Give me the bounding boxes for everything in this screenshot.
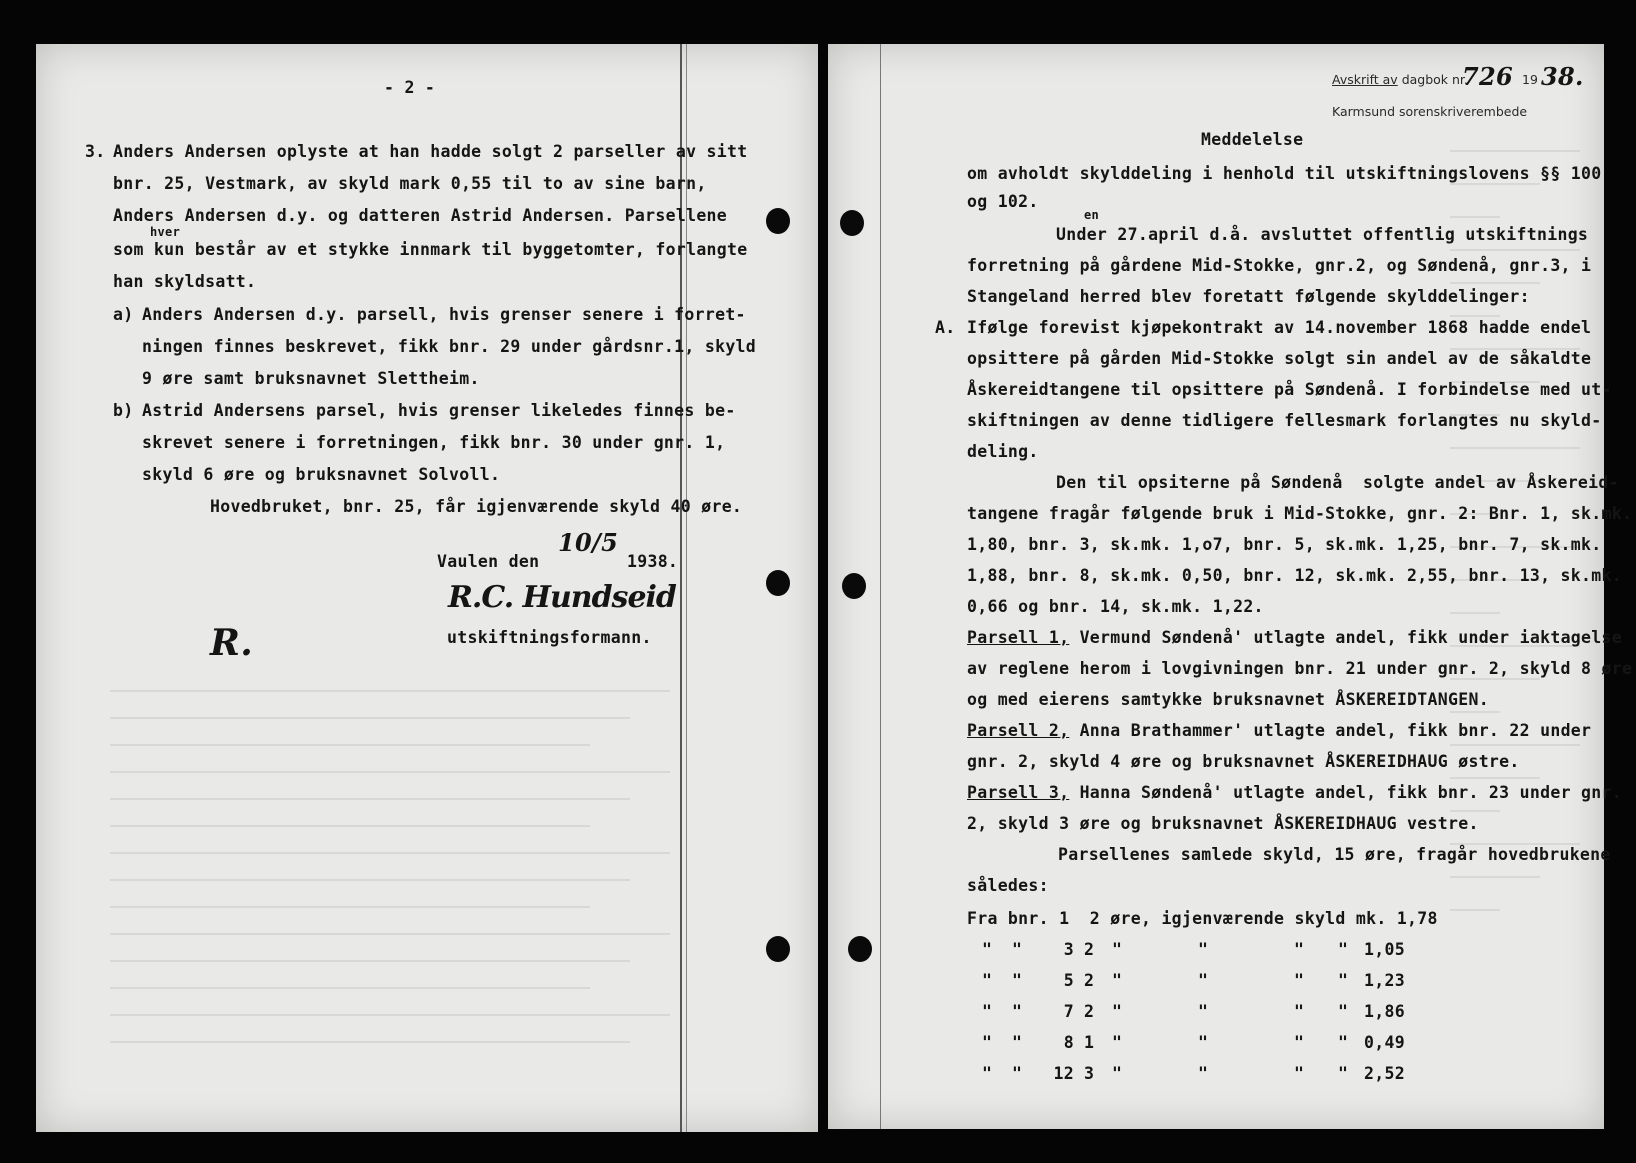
bleed-through-line: [1450, 315, 1500, 317]
bleed-through-line: [110, 852, 670, 854]
signature: R.C. Hundseid: [448, 580, 676, 615]
total-line: Parsellenes samlede skyld, 15 øre, fragår hovedbrukene: [1058, 845, 1611, 864]
ditto-mark: ": [982, 1064, 993, 1083]
deduction-header-row: Fra bnr. 1 2 øre, igjenværende skyld mk. 1,78: [967, 909, 1438, 928]
page-margin-line: [880, 44, 881, 1129]
journal-number: 726: [1462, 62, 1513, 91]
deduction-cell-remaining: 2,52: [1364, 1064, 1405, 1083]
ditto-mark: ": [1012, 1064, 1023, 1083]
paragraph-line: bnr. 25, Vestmark, av skyld mark 0,55 til to av sine barn,: [113, 174, 707, 193]
paragraph-line: Anders Andersen oplyste at han hadde solgt 2 parseller av sitt: [113, 142, 748, 161]
deduction-cell-remaining: 1,05: [1364, 940, 1405, 959]
deduction-cell-ore: 2: [1084, 1002, 1095, 1021]
handwritten-insert: en: [1084, 208, 1100, 222]
notice-heading: Meddelelse: [1201, 130, 1304, 149]
deduction-cell-ore: 2: [1084, 971, 1095, 990]
intro-line: og 102.: [967, 192, 1039, 211]
punch-hole: [766, 208, 790, 234]
ditto-mark: ": [982, 1002, 993, 1021]
section-a-line: skiftningen av denne tidligere fellesmark forlangtes nu skyld-: [967, 411, 1602, 430]
bleed-through-line: [110, 906, 590, 908]
ditto-mark: ": [1294, 971, 1305, 990]
ditto-mark: ": [1198, 1002, 1209, 1021]
parcel-line: [967, 628, 1622, 647]
main-farm-line: Hovedbruket, bnr. 25, får igjenværende skyld 40 øre.: [210, 497, 743, 516]
bleed-through-line: [110, 960, 630, 962]
bleed-through-line: [110, 744, 590, 746]
ditto-mark: ": [1012, 1002, 1023, 1021]
intro-line: om avholdt skylddeling i henhold til utskiftningslovens §§ 100: [967, 164, 1602, 183]
bleed-through-line: [110, 690, 670, 692]
parcel-label: Parsell 3,: [967, 783, 1070, 802]
item-a-line: 9 øre samt bruksnavnet Slettheim.: [142, 369, 480, 388]
deduction-cell-bnr: 8: [1063, 1033, 1074, 1052]
item-b-label: b): [113, 401, 134, 420]
item-b-line: skyld 6 øre og bruksnavnet Solvoll.: [142, 465, 501, 484]
ditto-mark: ": [1012, 1033, 1023, 1052]
bleed-through-line: [1450, 282, 1540, 284]
page-number: - 2 -: [384, 78, 436, 97]
punch-hole: [766, 570, 790, 596]
sold-share-line: 1,80, bnr. 3, sk.mk. 1,o7, bnr. 5, sk.mk. 1,25, bnr. 7, sk.mk.: [967, 535, 1602, 554]
bleed-through-line: [1450, 810, 1500, 812]
bleed-through-line: [1450, 678, 1540, 680]
ditto-mark: ": [1198, 1064, 1209, 1083]
section-a-line: deling.: [967, 442, 1039, 461]
parcel-label: Parsell 1,: [967, 628, 1070, 647]
total-line: således:: [967, 876, 1049, 895]
year: 1938.: [627, 552, 679, 571]
stamp-mid: dagbok nr.: [1401, 72, 1468, 87]
ditto-mark: ": [1338, 1064, 1349, 1083]
journal-year: 38.: [1541, 62, 1584, 91]
deduction-cell-ore: 3: [1084, 1064, 1095, 1083]
stamp-year-prefix: 19: [1522, 72, 1538, 87]
ditto-mark: ": [1012, 971, 1023, 990]
ditto-mark: ": [1294, 1033, 1305, 1052]
bleed-through-line: [1450, 711, 1500, 713]
deduction-cell-bnr: 5: [1063, 971, 1074, 990]
punch-hole: [848, 936, 872, 962]
ditto-mark: ": [1294, 1002, 1305, 1021]
parcel-line: av reglene herom i lovgivningen bnr. 21 under gnr. 2, skyld 8 øre: [967, 659, 1633, 678]
sold-share-line: Den til opsiterne på Søndenå solgte andel av Åskereid-: [1056, 473, 1619, 492]
ditto-mark: ": [982, 971, 993, 990]
bleed-through-line: [110, 1041, 630, 1043]
bleed-through-line: [110, 1014, 670, 1016]
parcel-line: [967, 783, 1622, 802]
ditto-mark: ": [1112, 1064, 1123, 1083]
bleed-through-line: [110, 933, 670, 935]
bleed-through-line: [1450, 777, 1540, 779]
parcel-line: 2, skyld 3 øre og bruksnavnet ÅSKEREIDHAUG vestre.: [967, 814, 1479, 833]
punch-hole: [840, 210, 864, 236]
section-a-line: Ifølge forevist kjøpekontrakt av 14.november 1868 hadde endel: [967, 318, 1592, 337]
ditto-mark: ": [1338, 940, 1349, 959]
signature-title: utskiftningsformann.: [447, 628, 652, 647]
stamp-prefix: Avskrift av: [1332, 72, 1398, 87]
deduction-cell-ore: 1: [1084, 1033, 1095, 1052]
registry-stamp-line2: Karmsund sorenskriverembede: [1332, 104, 1528, 119]
ditto-mark: ": [1338, 1033, 1349, 1052]
ditto-mark: ": [1112, 1002, 1123, 1021]
ditto-mark: ": [1198, 940, 1209, 959]
deduction-cell-bnr: 7: [1063, 1002, 1074, 1021]
bleed-through-line: [110, 879, 630, 881]
section-a-line: Åskereidtangene til opsittere på Søndenå. I forbindelse med ut-: [967, 380, 1612, 399]
parcel-line: og med eierens samtykke bruksnavnet ÅSKEREIDTANGEN.: [967, 690, 1489, 709]
ditto-mark: ": [1198, 971, 1209, 990]
body-line: Under 27.april d.å. avsluttet offentlig utskiftnings: [1056, 225, 1589, 244]
place-date-prefix: Vaulen den: [437, 552, 540, 571]
sold-share-line: tangene fragår følgende bruk i Mid-Stokke, gnr. 2: Bnr. 1, sk.mk.: [967, 504, 1633, 523]
paragraph-line: som kun består av et stykke innmark til byggetomter, forlangte: [113, 240, 748, 259]
ditto-mark: ": [1112, 940, 1123, 959]
bleed-through-line: [110, 717, 630, 719]
paragraph-line: Anders Andersen d.y. og datteren Astrid Andersen. Parsellene: [113, 206, 728, 225]
bleed-through-line: [1450, 744, 1580, 746]
deduction-cell-bnr: 12: [1053, 1064, 1074, 1083]
paragraph-line: han skyldsatt.: [113, 272, 257, 291]
item-b-line: skrevet senere i forretningen, fikk bnr. 30 under gnr. 1,: [142, 433, 726, 452]
deduction-cell-ore: 2: [1084, 940, 1095, 959]
initials-mark: R.: [210, 622, 254, 664]
item-a-line: ningen finnes beskrevet, fikk bnr. 29 under gårdsnr.1, skyld: [142, 337, 757, 356]
body-line: Stangeland herred blev foretatt følgende skylddelinger:: [967, 287, 1530, 306]
deduction-cell-remaining: 1,86: [1364, 1002, 1405, 1021]
section-a-line: opsittere på gården Mid-Stokke solgt sin andel av de såkaldte: [967, 349, 1592, 368]
bleed-through-line: [1450, 216, 1500, 218]
parcel-text: Anna Brathammer' utlagte andel, fikk bnr. 22 under: [1069, 721, 1592, 740]
parcel-text: Hanna Søndenå' utlagte andel, fikk bnr. 23 under gnr.: [1069, 783, 1622, 802]
punch-hole: [842, 573, 866, 599]
bleed-through-line: [1450, 876, 1540, 878]
right-page: [828, 44, 1604, 1129]
item-b-line: Astrid Andersens parsel, hvis grenser likeledes finnes be-: [142, 401, 736, 420]
sold-share-line: 0,66 og bnr. 14, sk.mk. 1,22.: [967, 597, 1264, 616]
bleed-through-line: [110, 987, 590, 989]
registry-stamp-line1: [1332, 72, 1468, 87]
section-a-label: A.: [935, 318, 956, 337]
bleed-through-line: [1450, 183, 1540, 185]
sold-share-line: 1,88, bnr. 8, sk.mk. 0,50, bnr. 12, sk.mk. 2,55, bnr. 13, sk.mk.: [967, 566, 1622, 585]
ditto-mark: ": [982, 1033, 993, 1052]
deduction-cell-bnr: 3: [1063, 940, 1074, 959]
handwritten-insert: hver: [150, 225, 181, 239]
ditto-mark: ": [1338, 971, 1349, 990]
bleed-through-line: [1450, 447, 1580, 449]
deduction-cell-remaining: 1,23: [1364, 971, 1405, 990]
parcel-label: Parsell 2,: [967, 721, 1070, 740]
bleed-through-line: [110, 771, 670, 773]
punch-hole: [766, 936, 790, 962]
deduction-cell-remaining: 0,49: [1364, 1033, 1405, 1052]
ditto-mark: ": [1294, 1064, 1305, 1083]
parcel-line: [967, 721, 1591, 740]
ditto-mark: ": [1338, 1002, 1349, 1021]
bleed-through-line: [1450, 612, 1500, 614]
body-line: forretning på gårdene Mid-Stokke, gnr.2, og Søndenå, gnr.3, i: [967, 256, 1592, 275]
item-number: 3.: [85, 142, 106, 161]
ditto-mark: ": [1294, 940, 1305, 959]
bleed-through-line: [1450, 909, 1500, 911]
ditto-mark: ": [1198, 1033, 1209, 1052]
ditto-mark: ": [1012, 940, 1023, 959]
bleed-through-line: [110, 825, 590, 827]
parcel-text: Vermund Søndenå' utlagte andel, fikk under iaktagelse: [1069, 628, 1622, 647]
item-a-line: Anders Andersen d.y. parsell, hvis grenser senere i forret-: [142, 305, 746, 324]
bleed-through-line: [1450, 249, 1580, 251]
ditto-mark: ": [1112, 971, 1123, 990]
bleed-through-line: [1450, 150, 1580, 152]
handwritten-date: 10/5: [558, 528, 619, 557]
ditto-mark: ": [982, 940, 993, 959]
bleed-through-line: [110, 798, 630, 800]
ditto-mark: ": [1112, 1033, 1123, 1052]
item-a-label: a): [113, 305, 134, 324]
parcel-line: gnr. 2, skyld 4 øre og bruksnavnet ÅSKEREIDHAUG østre.: [967, 752, 1520, 771]
